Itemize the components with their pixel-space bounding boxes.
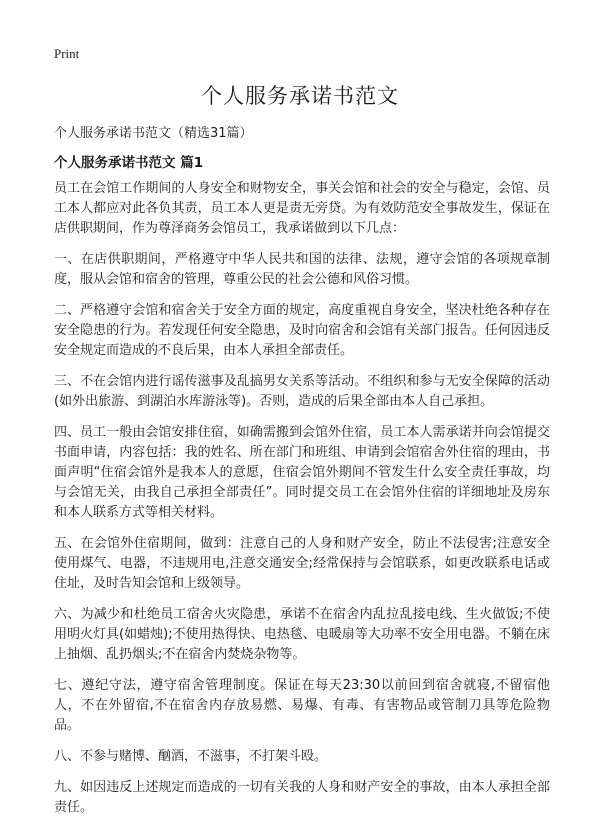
document-body bbox=[54, 179, 550, 829]
print-link[interactable]: Print bbox=[54, 46, 80, 61]
paragraph-item-8: 八、不参与赌博、酗酒，不滋事，不打架斗殴。 bbox=[54, 749, 328, 764]
paragraph-item-1: 一、在店供职期间，严格遵守中华人民共和国的法律、法规，遵守会馆的各项规章制度，服从会馆和宿舍的管理，尊重公民的社会公德和风俗习惯。 bbox=[54, 252, 550, 287]
paragraph-item-5: 五、在会馆外住宿期间，做到：注意自己的人身和财产安全，防止不法侵害;注意安全使用煤气、电器，不违规用电,注意交通安全;经常保持与会馆联系，如更改联系电话或住址，及时告知会馆和上级领导。 bbox=[54, 536, 550, 591]
section-heading: 个人服务承诺书范文 篇1 bbox=[54, 155, 204, 171]
paragraph-item-4: 四、员工一般由会馆安排住宿，如确需搬到会馆外住宿，员工本人需承诺并向会馆提交书面申请，内容包括：我的姓名、所在部门和班组、申请到会馆宿舍外住宿的理由，书面声明“住宿会馆外是我本人的意愿，住宿会馆外期间不管发生什么安全责任事故，均与会馆无关，由我自己承担全部责任”。同时提交员工在会馆外住宿的详细地址及房东和本人联系方式等相关材料。 bbox=[54, 425, 550, 520]
paragraph-item-9: 九、如因违反上述规定而造成的一切有关我的人身和财产安全的事故，由本人承担全部责任。 bbox=[54, 780, 550, 815]
document-title: 个人服务承诺书范文 bbox=[201, 84, 399, 108]
paragraph-intro: 员工在会馆工作期间的人身安全和财物安全，事关会馆和社会的安全与稳定，会馆、员工本人都应对此各负其责，员工本人更是责无旁贷。为有效防范安全事故发生，保证在店供职期间，作为尊泽商务会馆员工，我承诺做到以下几点： bbox=[54, 181, 550, 236]
paragraph-item-2: 二、严格遵守会馆和宿舍关于安全方面的规定，高度重视自身安全，坚决杜绝各种存在安全隐患的行为。若发现任何安全隐患，及时向宿舍和会馆有关部门报告。任何因违反安全规定而造成的不良后果，由本人承担全部责任。 bbox=[54, 303, 550, 358]
document-subtitle: 个人服务承诺书范文（精选31篇） bbox=[54, 126, 253, 141]
paragraph-item-7: 七、遵纪守法，遵守宿舍管理制度。保证在每天23:30以前回到宿舍就寝,不留宿他人，不在外留宿,不在宿舍内存放易燃、易爆、有毒、有害物品或管制刀具等危险物品。 bbox=[54, 678, 550, 733]
paragraph-item-6: 六、为减少和杜绝员工宿舍火灾隐患，承诺不在宿舍内乱拉乱接电线、生火做饭;不使用明火灯具(如蜡烛);不使用热得快、电热毯、电暖扇等大功率不安全用电器。不躺在床上抽烟、乱扔烟头;不在宿舍内焚烧杂物等。 bbox=[54, 607, 550, 662]
paragraph-item-3: 三、不在会馆内进行谣传滋事及乱搞男女关系等活动。不组织和参与无安全保障的活动(如外出旅游、到湖泊水库游泳等)。否则，造成的后果全部由本人自己承担。 bbox=[54, 374, 550, 409]
